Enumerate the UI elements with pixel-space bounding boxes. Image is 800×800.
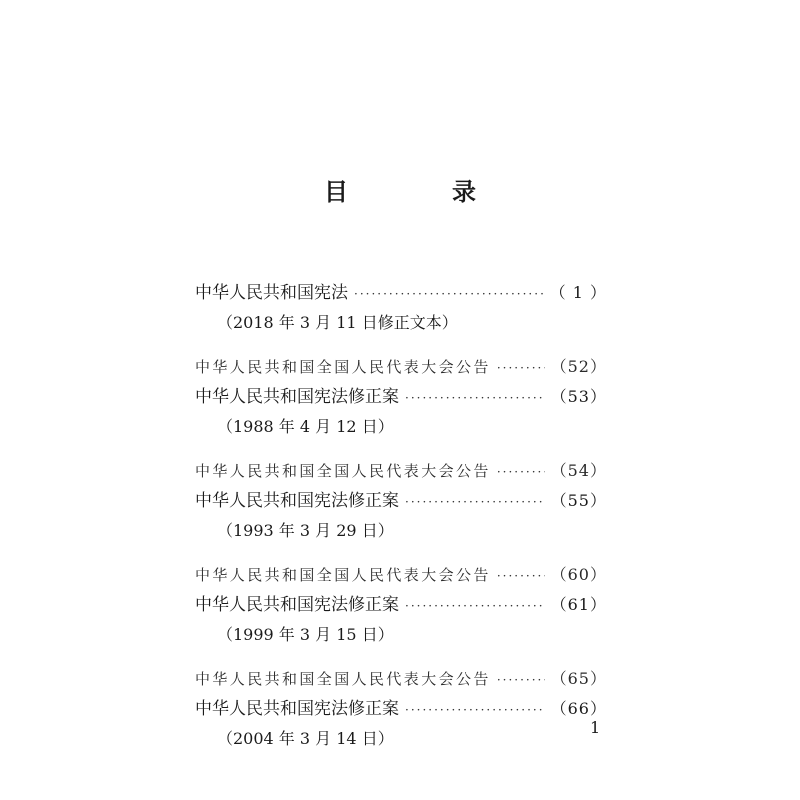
toc-entry-page: （ 1 ） — [549, 283, 607, 302]
toc-entry-page: （60） — [550, 565, 607, 584]
toc-entry-title: 中华人民共和国宪法修正案 — [195, 387, 399, 407]
leader-dots — [354, 279, 544, 309]
toc-entry-title: 中华人民共和国全国人民代表大会公告 — [195, 462, 491, 480]
toc-entry-date-text: （2004 年 3 月 14 日） — [217, 729, 394, 748]
toc-entry-date-text: （1999 年 3 月 15 日） — [217, 625, 394, 644]
toc-entry-page: （66） — [550, 699, 607, 718]
toc-entry-amendment[interactable] — [195, 590, 607, 620]
toc-entry-notice[interactable] — [195, 664, 607, 694]
toc-entry-title: 中华人民共和国全国人民代表大会公告 — [195, 670, 491, 688]
page-title: 目 录 — [324, 178, 516, 206]
toc-entry-title: 中华人民共和国宪法修正案 — [195, 699, 399, 719]
leader-dots — [497, 561, 545, 591]
toc-entry-title: 中华人民共和国宪法修正案 — [195, 595, 399, 615]
leader-dots — [405, 383, 545, 413]
leader-dots — [405, 487, 545, 517]
page-number: 1 — [590, 718, 601, 737]
toc-entry-page: （55） — [550, 491, 607, 510]
toc-entry-page: （52） — [550, 357, 607, 376]
toc-entry-title: 中华人民共和国全国人民代表大会公告 — [195, 358, 491, 376]
toc-entry-date — [195, 724, 607, 754]
leader-dots — [497, 353, 545, 383]
toc-entry-amendment[interactable] — [195, 382, 607, 412]
toc-entry-date — [195, 412, 607, 442]
toc-entry-notice[interactable] — [195, 456, 607, 486]
leader-dots — [405, 591, 545, 621]
toc-entry-date — [195, 620, 607, 650]
leader-dots — [405, 695, 545, 725]
toc-entry-page: （54） — [550, 461, 607, 480]
toc-entry-page: （53） — [550, 387, 607, 406]
toc-entry-page: （61） — [550, 595, 607, 614]
toc-entry-notice[interactable] — [195, 560, 607, 590]
toc-entry-date-text: （2018 年 3 月 11 日修正文本） — [217, 313, 458, 332]
toc-entry-page: （65） — [550, 669, 607, 688]
toc-entry-notice[interactable] — [195, 352, 607, 382]
toc-entry-amendment[interactable] — [195, 486, 607, 516]
toc-entry-date-text: （1988 年 4 月 12 日） — [217, 417, 394, 436]
toc-entry-date — [195, 308, 607, 338]
toc-entry-title: 中华人民共和国宪法 — [195, 283, 348, 303]
toc-entry-date — [195, 516, 607, 546]
leader-dots — [497, 457, 545, 487]
toc-entry-title: 中华人民共和国全国人民代表大会公告 — [195, 566, 491, 584]
leader-dots — [497, 665, 545, 695]
table-of-contents — [195, 278, 607, 754]
toc-entry-constitution[interactable] — [195, 278, 607, 308]
toc-entry-amendment[interactable] — [195, 694, 607, 724]
toc-entry-title: 中华人民共和国宪法修正案 — [195, 491, 399, 511]
toc-entry-date-text: （1993 年 3 月 29 日） — [217, 521, 394, 540]
